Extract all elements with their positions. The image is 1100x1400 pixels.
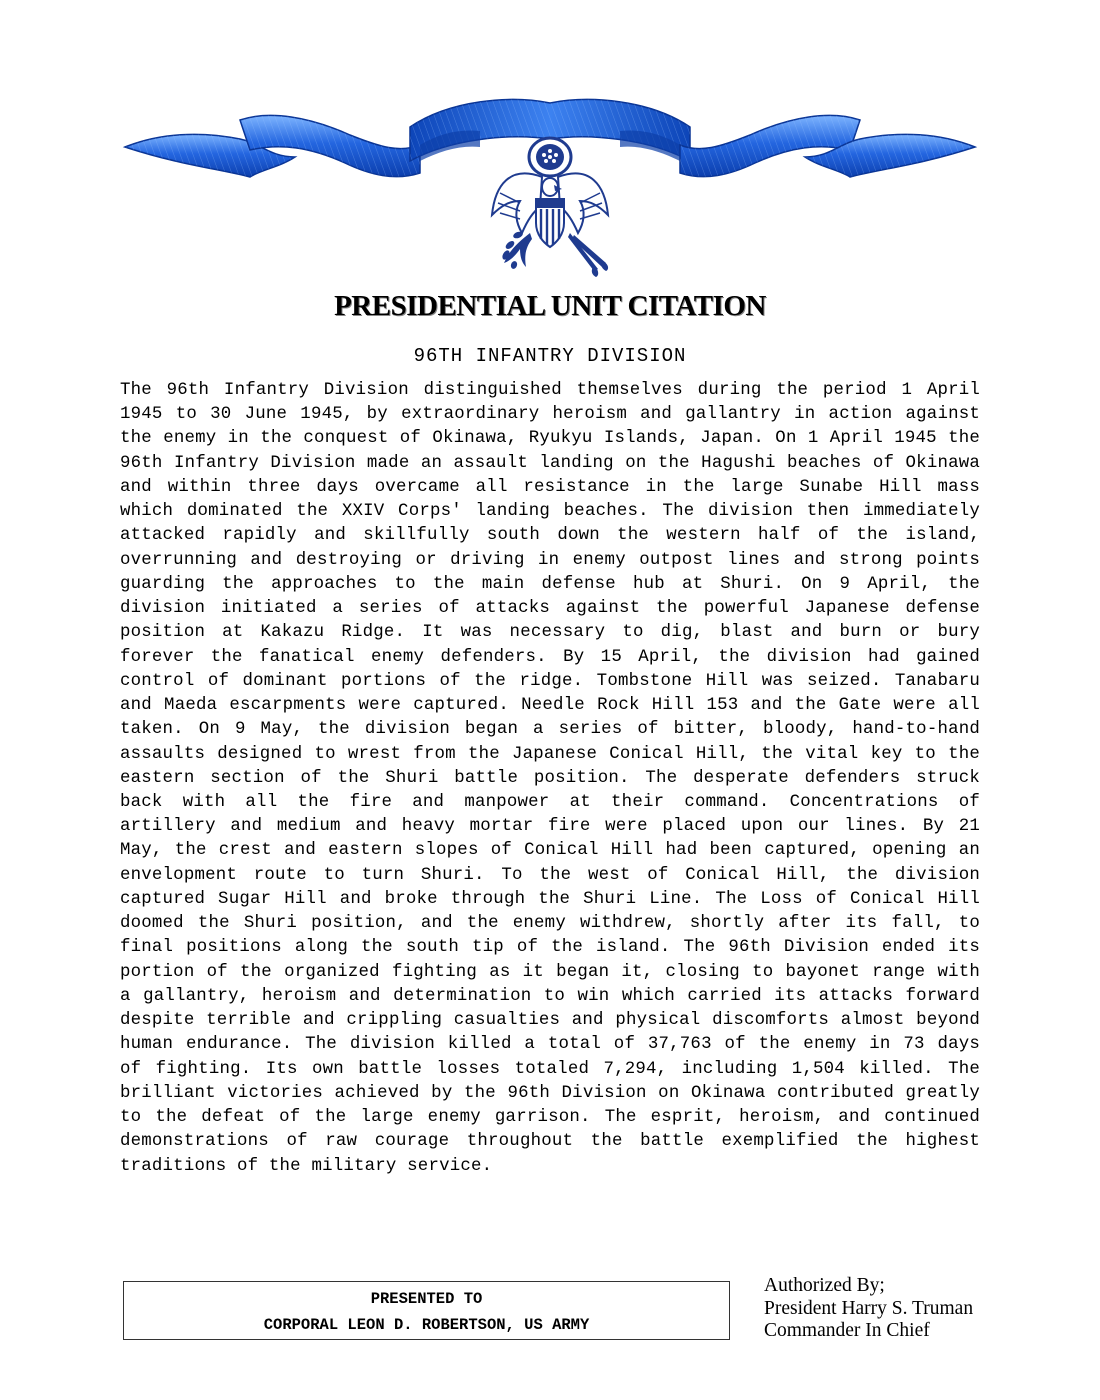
unit-name: 96TH INFANTRY DIVISION — [413, 345, 687, 367]
presented-label: PRESENTED TO — [370, 1290, 483, 1308]
recipient-name: CORPORAL LEON D. ROBERTSON, US ARMY — [263, 1316, 590, 1334]
presented-to-box — [123, 1281, 730, 1340]
authorizing-title: Commander In Chief — [764, 1320, 930, 1341]
ribbon-banner — [120, 95, 980, 285]
great-seal-eagle-icon — [492, 138, 608, 277]
certificate-title: PRESIDENTIAL UNIT CITATION — [334, 290, 766, 322]
ribbon-right — [680, 115, 975, 177]
citation-text: The 96th Infantry Division distinguished themselves during the period 1 April 1945 to 30 June 1945, by extraordinary heroism and gallantry in action against the enemy in the conquest of Okinawa, Ryukyu Islands, Japan. On 1 April 1945 the 96th Infantry Division made an assault landing on the Hagushi beaches of Okinawa and within three days overcame all resistance in the large Sunabe Hill mass which dominated the XXIV Corps' landing beaches. The division then immediately attacked rapidly and skillfully south down the western half of the island, overrunning and destroying or driving in enemy outpost lines and strong points guarding the approaches to the main defense hub at Shuri. On 9 April, the division initiated a series of attacks against the powerful Japanese defense position at Kakazu Ridge. It was necessary to dig, blast and burn or bury forever the fanatical enemy defenders. By 15 April, the division had gained control of dominant portions of the ridge. Tombstone Hill was seized. Tanabaru and Maeda escarpments were captured. Needle Rock Hill 153 and the Gate were all taken. On 9 May, the division began a series of bitter, bloody, hand-to-hand assaults designed to wrest from the Japanese Conical Hill, the vital key to the eastern section of the Shuri battle position. The desperate defenders struck back with all the fire and manpower at their command. Concentrations of artillery and medium and heavy mortar fire were placed upon our lines. By 21 May, the crest and eastern slopes of Conical Hill had been captured, opening an envelopment route to turn Shuri. To the west of Conical Hill, the division captured Sugar Hill and broke through the Shuri Line. The Loss of Conical Hill doomed the Shuri position, and the enemy withdrew, shortly after its fall, to final positions along the south tip of the island. The 96th Division ended its portion of the organized fighting as it began it, closing to bayonet range with a gallantry, heroism and determination to win which carried its attacks forward despite terrible and crippling casualties and physical discomforts almost beyond human endurance. The division killed a total of 37,763 of the enemy in 73 days of fighting. Its own battle losses totaled 7,294, including 1,504 killed. The brilliant victories achieved by the 96th Division on Okinawa contributed greatly to the defeat of the large enemy garrison. The esprit, heroism, and continued demonstrations of raw courage throughout the battle exemplified the highest traditions of the military service. — [120, 381, 980, 1176]
authorization-block — [764, 1275, 973, 1343]
authorizing-president: President Harry S. Truman — [764, 1297, 974, 1319]
ribbon-left — [125, 115, 420, 177]
authorization-line: Authorized By; — [764, 1275, 885, 1296]
